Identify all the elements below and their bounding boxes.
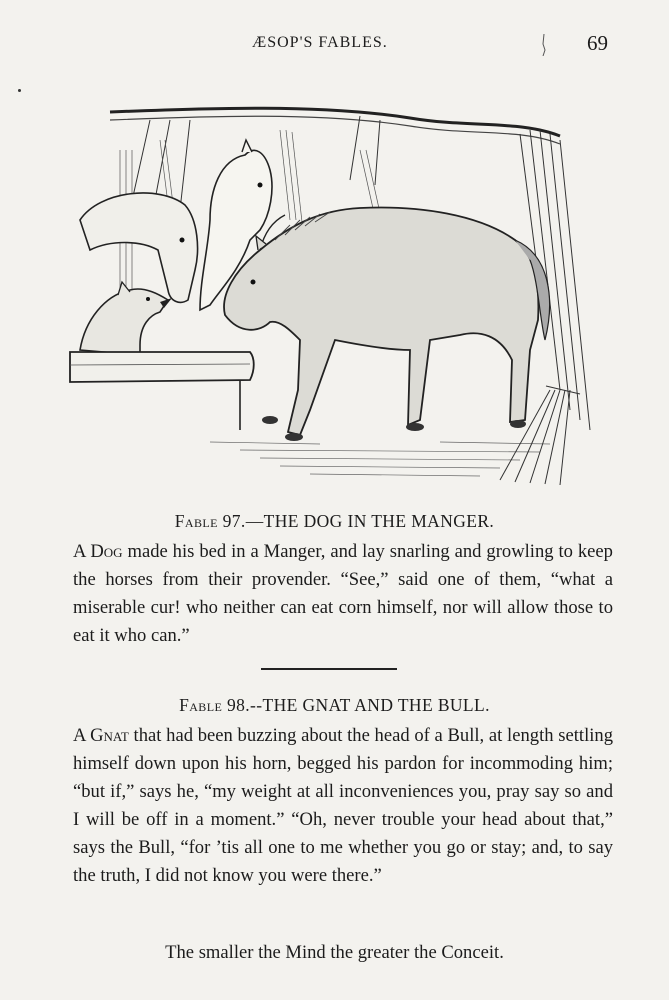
page-number: 69 (587, 31, 608, 55)
fable-97-first-word: A Dog (73, 541, 123, 562)
fable-98-first-word: A Gnat (73, 725, 129, 746)
fable-98-label: Fable (179, 695, 223, 715)
fable-98-moral: The smaller the Mind the greater the Conceit. (165, 942, 504, 963)
binding-mark (540, 34, 548, 56)
fable-97-label: Fable (174, 511, 218, 531)
section-divider (261, 668, 397, 670)
engraving-illustration (60, 90, 600, 485)
fable-97-title (0, 511, 669, 532)
fable-97-text (73, 538, 613, 650)
fable-98-text (73, 722, 613, 890)
fable-97-body: made his bed in a Manger, and lay snarling and growling to keep the horses from their provender. “See,” said one of them, “what a miserable cur! who neither can eat corn himself, nor will allow those to eat it who can.” (73, 541, 613, 646)
running-title: ÆSOP'S FABLES. (252, 34, 388, 51)
fable-98-number-title: 98.--THE GNAT AND THE BULL. (226, 695, 490, 715)
fable-98-body: that had been buzzing about the head of a Bull, at length settling himself down upon his horn, begged his pardon for incommoding him; “but if,” says he, “my weight at all inconveniences you, pray say so and I will be off in a moment.” “Oh, never trouble your head about that,” says the Bull, “for ’tis all one to me whether you go or stay; and, to say the truth, I did not know you were there.” (73, 725, 613, 886)
fable-97-number-title: 97.—THE DOG IN THE MANGER. (222, 511, 495, 531)
print-speck (18, 89, 21, 92)
running-head (0, 31, 669, 56)
fable-98-title (0, 695, 669, 716)
